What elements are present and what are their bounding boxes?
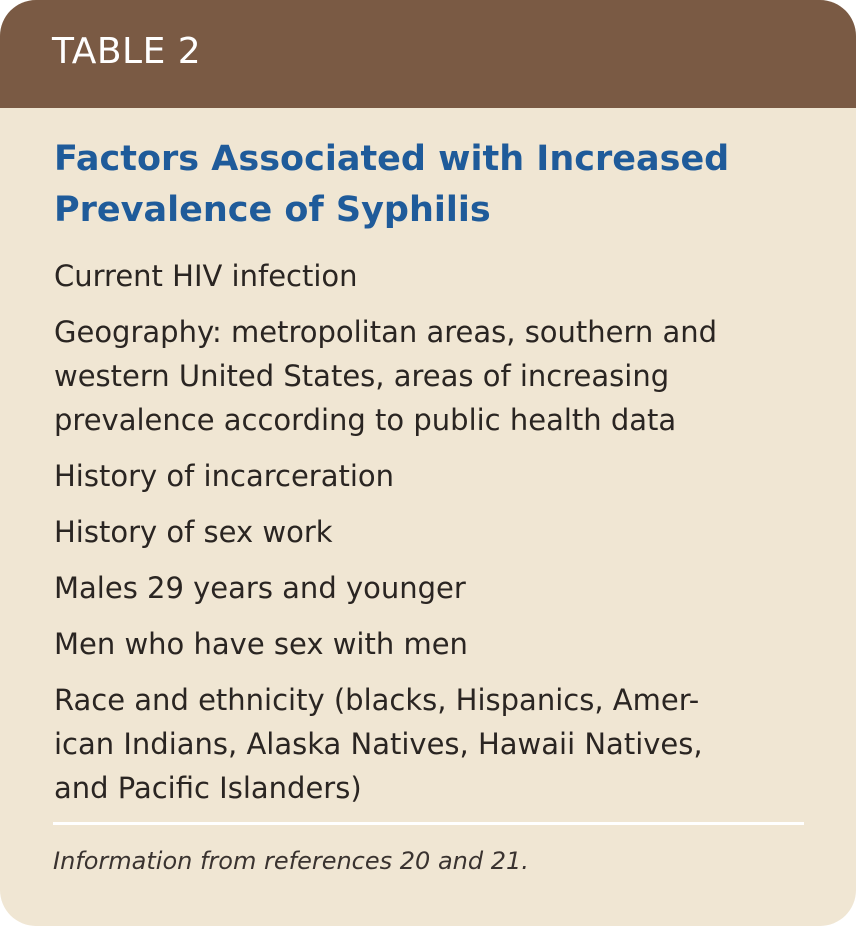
factor-item-males-age	[54, 566, 814, 610]
factor-line: Males 29 years and younger	[54, 571, 466, 605]
factor-item-sex-work	[54, 510, 814, 554]
table-title	[54, 134, 814, 236]
table-number-label: TABLE 2	[52, 31, 202, 72]
factor-item-geography	[54, 310, 814, 442]
factor-line: History of incarceration	[54, 459, 395, 493]
footnote-divider	[53, 822, 804, 825]
factor-line: Men who have sex with men	[54, 627, 468, 661]
factor-item-incarceration	[54, 454, 814, 498]
factor-item-hiv	[54, 254, 814, 298]
factor-item-msm	[54, 622, 814, 666]
factor-line: Geography: metropolitan areas, southern and	[54, 315, 718, 349]
table-title-line-2: Prevalence of Syphilis	[54, 190, 491, 230]
factor-list	[54, 254, 814, 822]
factor-line: and Pacific Islanders)	[54, 771, 362, 805]
table-header-bar	[0, 0, 856, 108]
table-footnote: Information from references 20 and 21.	[53, 847, 529, 875]
factor-line: Current HIV infection	[54, 259, 358, 293]
factor-line: ican Indians, Alaska Natives, Hawaii Natives,	[54, 727, 703, 761]
factor-line: History of sex work	[54, 515, 333, 549]
factor-line: Race and ethnicity (blacks, Hispanics, Amer-	[54, 683, 700, 717]
factor-line: prevalence according to public health data	[54, 403, 677, 437]
factor-item-race-ethnicity	[54, 678, 814, 810]
table-title-line-1: Factors Associated with Increased	[54, 139, 730, 179]
factor-line: western United States, areas of increasing	[54, 359, 670, 393]
